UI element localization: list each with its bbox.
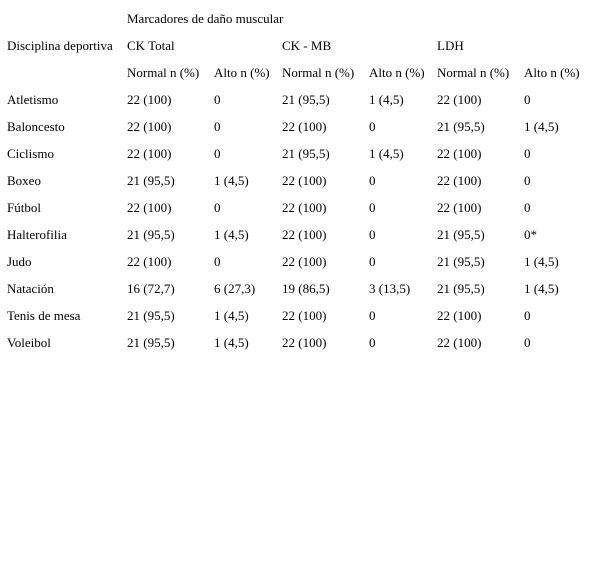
table-cell: 0: [524, 173, 531, 188]
table-cell: 0: [214, 146, 221, 161]
table-cell: 22 (100): [127, 92, 172, 107]
table-cell: 21 (95,5): [127, 335, 175, 350]
table-cell: 19 (86,5): [282, 281, 330, 296]
discipline-label: Fútbol: [7, 200, 41, 215]
table-cell: 22 (100): [437, 335, 482, 350]
discipline-label: Halterofilia: [7, 227, 67, 242]
table-cell: 1 (4,5): [214, 335, 249, 350]
discipline-label: Natación: [7, 281, 54, 296]
table-cell: 0: [369, 308, 376, 323]
table-cell: 22 (100): [282, 227, 327, 242]
table-cell: 0: [214, 119, 221, 134]
table-cell: 0: [369, 119, 376, 134]
table-cell: 1 (4,5): [524, 254, 559, 269]
subheader: Normal n (%): [437, 65, 510, 80]
table-cell: 22 (100): [127, 254, 172, 269]
table-cell: 22 (100): [437, 146, 482, 161]
table-cell: 0: [214, 92, 221, 107]
table-title: Marcadores de daño muscular: [127, 11, 284, 26]
discipline-label: Baloncesto: [7, 119, 65, 134]
group-ldh: LDH: [437, 38, 464, 53]
group-ck-total: CK Total: [127, 38, 175, 53]
table-cell: 0: [524, 92, 531, 107]
table-cell: 22 (100): [282, 173, 327, 188]
table-cell: 21 (95,5): [127, 308, 175, 323]
table-cell: 0: [369, 227, 376, 242]
table-cell: 21 (95,5): [127, 173, 175, 188]
subheader: Normal n (%): [127, 65, 200, 80]
table-cell: 0: [369, 173, 376, 188]
table-cell: 22 (100): [437, 200, 482, 215]
table-cell: 0*: [524, 227, 537, 242]
table-cell: 1 (4,5): [524, 119, 559, 134]
table-cell: 22 (100): [127, 146, 172, 161]
table-cell: 22 (100): [282, 335, 327, 350]
table-cell: 22 (100): [437, 92, 482, 107]
table-cell: 1 (4,5): [369, 146, 404, 161]
subheader: Alto n (%): [524, 65, 580, 80]
table-cell: 22 (100): [437, 173, 482, 188]
table-cell: 16 (72,7): [127, 281, 175, 296]
table-cell: 0: [369, 335, 376, 350]
table-cell: 22 (100): [282, 119, 327, 134]
table-cell: 22 (100): [437, 308, 482, 323]
subheader: Alto n (%): [369, 65, 425, 80]
table-cell: 0: [524, 308, 531, 323]
table-cell: 21 (95,5): [437, 227, 485, 242]
table-cell: 21 (95,5): [437, 119, 485, 134]
table-cell: 1 (4,5): [214, 173, 249, 188]
discipline-label: Atletismo: [7, 92, 59, 107]
table-cell: 6 (27,3): [214, 281, 256, 296]
table-cell: 0: [524, 146, 531, 161]
table-cell: 0: [214, 200, 221, 215]
discipline-label: Voleibol: [7, 335, 51, 350]
table-cell: 22 (100): [282, 254, 327, 269]
group-ck-mb: CK - MB: [282, 38, 332, 53]
table-cell: 1 (4,5): [214, 227, 249, 242]
table-cell: 21 (95,5): [437, 254, 485, 269]
subheader: Normal n (%): [282, 65, 355, 80]
table-cell: 21 (95,5): [437, 281, 485, 296]
table-cell: 22 (100): [127, 119, 172, 134]
table-cell: 0: [369, 200, 376, 215]
discipline-label: Ciclismo: [7, 146, 54, 161]
table-cell: 22 (100): [282, 308, 327, 323]
table-cell: 22 (100): [282, 200, 327, 215]
table-cell: 1 (4,5): [214, 308, 249, 323]
discipline-label: Judo: [7, 254, 32, 269]
table-cell: 21 (95,5): [282, 146, 330, 161]
table-cell: 21 (95,5): [127, 227, 175, 242]
row-header: Disciplina deportiva: [7, 38, 113, 53]
table-cell: 3 (13,5): [369, 281, 411, 296]
discipline-label: Boxeo: [7, 173, 41, 188]
table-cell: 0: [524, 335, 531, 350]
table-cell: 0: [524, 200, 531, 215]
table-cell: 0: [214, 254, 221, 269]
discipline-label: Tenis de mesa: [7, 308, 81, 323]
table-cell: 0: [369, 254, 376, 269]
table-cell: 1 (4,5): [524, 281, 559, 296]
table-cell: 22 (100): [127, 200, 172, 215]
table-cell: 1 (4,5): [369, 92, 404, 107]
table-cell: 21 (95,5): [282, 92, 330, 107]
subheader: Alto n (%): [214, 65, 270, 80]
